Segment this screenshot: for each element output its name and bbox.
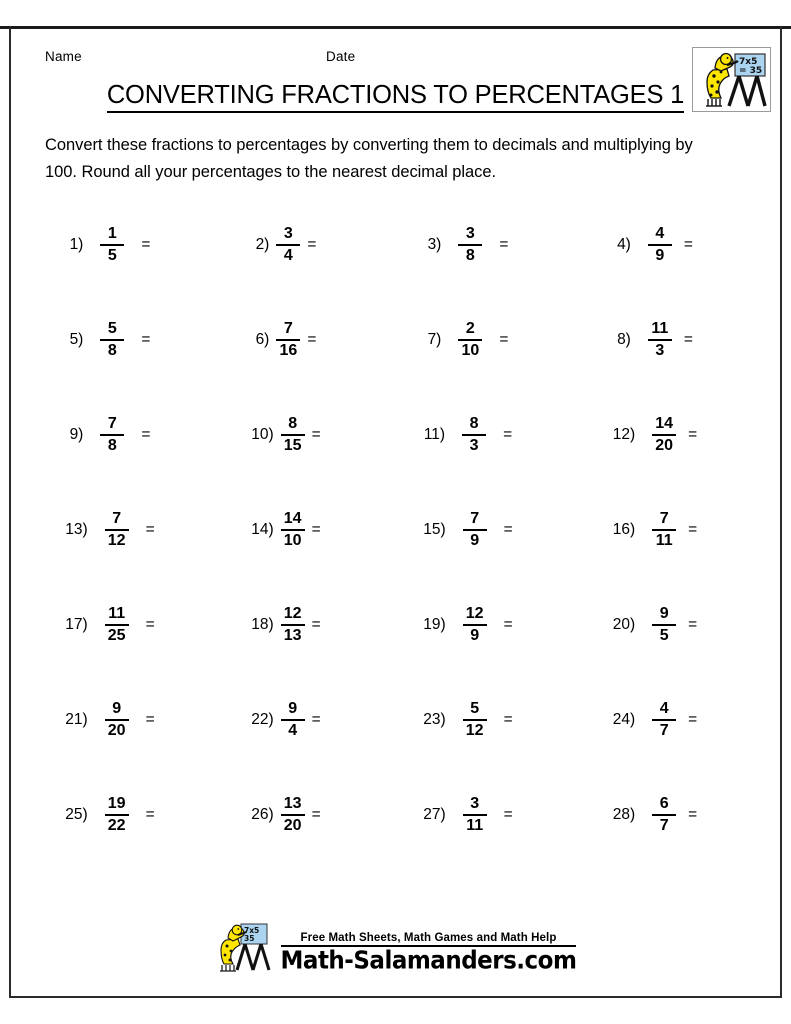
fraction [458,321,482,360]
equals-sign: = [503,426,513,444]
problem-item [215,207,391,283]
fraction-numerator: 4 [655,224,665,242]
problem-number: 18) [251,616,274,634]
answer-blank[interactable] [316,329,350,351]
fraction-bar [105,814,129,816]
page-border-right [780,26,782,998]
answer-blank[interactable] [697,614,731,636]
equals-sign: = [141,426,151,444]
footer [11,922,780,974]
answer-blank[interactable] [697,519,731,541]
fraction [462,416,486,455]
problem-number: 2) [255,236,270,254]
fraction-bar [458,339,482,341]
fraction-denominator: 8 [107,342,117,359]
problem-item [391,302,579,378]
fraction-denominator: 5 [659,627,669,644]
fraction-bar [281,719,305,721]
fraction-denominator: 20 [283,817,302,834]
fraction-bar [281,814,305,816]
equals-sign: = [307,236,317,254]
equals-sign: = [141,331,151,349]
problem-item [39,587,215,663]
problem-item [579,682,765,758]
fraction-bar [462,434,486,436]
page-border-bottom [9,996,782,998]
fraction-denominator: 7 [659,817,669,834]
fraction [105,701,129,740]
equals-sign: = [688,426,698,444]
problem-item [39,682,215,758]
problem-item [579,587,765,663]
problem-item [215,682,391,758]
fraction-bar [463,624,487,626]
fraction-denominator: 9 [655,247,665,264]
problem-number: 22) [251,711,274,729]
answer-blank[interactable] [513,804,547,826]
fraction-numerator: 5 [107,319,117,337]
fraction-bar [648,339,672,341]
problem-number: 9) [69,426,84,444]
problem-number: 17) [65,616,88,634]
fraction-denominator: 22 [107,817,126,834]
answer-blank[interactable] [321,614,355,636]
problem-item [391,207,579,283]
fraction-denominator: 4 [283,247,293,264]
problem-number: 5) [69,331,84,349]
answer-blank[interactable] [316,234,350,256]
problem-number: 23) [423,711,446,729]
fraction-bar [276,339,300,341]
equals-sign: = [503,711,513,729]
fraction-denominator: 10 [283,532,302,549]
fraction-numerator: 9 [659,604,669,622]
answer-blank[interactable] [155,519,189,541]
problem-number: 26) [251,806,274,824]
fraction-bar [652,814,676,816]
answer-blank[interactable] [150,424,184,446]
answer-blank[interactable] [513,519,547,541]
answer-blank[interactable] [697,424,731,446]
fraction [652,511,676,550]
fraction [100,226,124,265]
name-label: Name [45,49,82,64]
problem-item [39,207,215,283]
problem-item [579,492,765,568]
fraction [463,606,487,645]
fraction [100,321,124,360]
problem-number: 4) [617,236,631,254]
answer-blank[interactable] [697,804,731,826]
fraction-denominator: 25 [107,627,126,644]
fraction [276,321,300,360]
answer-blank[interactable] [150,234,184,256]
fraction [281,796,305,835]
problem-row [11,397,780,492]
fraction [105,796,129,835]
answer-blank[interactable] [693,329,727,351]
answer-blank[interactable] [321,519,355,541]
fraction-bar [652,719,676,721]
fraction-numerator: 3 [283,224,293,242]
equals-sign: = [688,806,698,824]
problem-number: 3) [427,236,442,254]
equals-sign: = [145,616,155,634]
problem-item [579,397,765,473]
fraction-denominator: 20 [655,437,674,454]
problem-number: 6) [255,331,270,349]
problem-item [39,302,215,378]
fraction-denominator: 8 [107,437,117,454]
footer-giraffe-icon [215,922,277,974]
problem-number: 15) [423,521,446,539]
problem-number: 19) [423,616,446,634]
fraction-bar [100,339,124,341]
svg-text:35: 35 [243,934,254,943]
fraction-numerator: 7 [470,509,480,527]
fraction-denominator: 9 [470,532,480,549]
fraction-numerator: 6 [659,794,669,812]
equals-sign: = [503,806,513,824]
fraction-denominator: 11 [466,817,484,834]
fraction-bar [463,814,487,816]
fraction [281,606,305,645]
fraction [458,226,482,265]
equals-sign: = [145,521,155,539]
fraction [652,416,676,455]
problem-item [579,302,765,378]
page-title-wrap [11,81,780,113]
equals-sign: = [311,711,321,729]
fraction-bar [100,434,124,436]
problem-item [391,682,579,758]
footer-tagline: Free Math Sheets, Math Games and Math Help [300,932,557,944]
fraction-numerator: 14 [283,509,302,527]
problem-number: 28) [612,806,636,824]
problem-number: 10) [251,426,274,444]
fraction-numerator: 7 [107,414,117,432]
problem-number: 11) [423,426,446,444]
fraction [652,796,676,835]
equals-sign: = [499,236,509,254]
fraction [463,796,487,835]
fraction [281,511,305,550]
equals-sign: = [503,616,513,634]
equals-sign: = [145,806,155,824]
answer-blank[interactable] [513,614,547,636]
problem-number: 8) [617,331,631,349]
equals-sign: = [503,521,513,539]
fraction-numerator: 19 [107,794,126,812]
equals-sign: = [311,426,321,444]
equals-sign: = [688,711,698,729]
header-logo [692,47,771,112]
problem-number: 16) [612,521,636,539]
problem-item [39,492,215,568]
fraction-numerator: 7 [283,319,293,337]
fraction [105,511,129,550]
problem-row [11,682,780,777]
svg-text:7x5: 7x5 [243,926,259,935]
answer-blank[interactable] [155,614,189,636]
worksheet-sheet [11,29,780,996]
fraction-bar [276,244,300,246]
problem-number: 7) [427,331,442,349]
fraction-numerator: 2 [465,319,475,337]
fraction-denominator: 3 [655,342,665,359]
problem-number: 1) [69,236,84,254]
problem-item [215,777,391,853]
equals-sign: = [688,521,698,539]
fraction-numerator: 1 [107,224,117,242]
fraction-denominator: 20 [107,722,126,739]
fraction-numerator: 11 [108,604,126,622]
fraction-bar [105,529,129,531]
problem-row [11,302,780,397]
fraction-numerator: 8 [288,414,298,432]
problem-number: 24) [612,711,636,729]
fraction-denominator: 7 [659,722,669,739]
giraffe-icon [693,48,770,111]
problem-number: 14) [251,521,274,539]
equals-sign: = [499,331,509,349]
fraction-bar [100,244,124,246]
problem-row [11,207,780,302]
fraction-bar [281,529,305,531]
answer-blank[interactable] [697,709,731,731]
fraction-numerator: 3 [470,794,480,812]
fraction-bar [463,719,487,721]
fraction-numerator: 14 [655,414,674,432]
answer-blank[interactable] [508,329,542,351]
problem-number: 21) [65,711,88,729]
equals-sign: = [311,616,321,634]
fraction [281,416,305,455]
fraction-denominator: 5 [107,247,117,264]
fraction-numerator: 8 [469,414,479,432]
equals-sign: = [145,711,155,729]
answer-blank[interactable] [508,234,542,256]
fraction [100,416,124,455]
fraction [652,606,676,645]
problem-row [11,492,780,587]
fraction-bar [105,719,129,721]
fraction [463,701,487,740]
answer-blank[interactable] [321,709,355,731]
fraction-denominator: 4 [288,722,298,739]
answer-blank[interactable] [155,804,189,826]
fraction-bar [652,624,676,626]
problem-item [215,302,391,378]
fraction-numerator: 7 [659,509,669,527]
answer-blank[interactable] [150,329,184,351]
fraction-numerator: 9 [112,699,122,717]
problem-number: 27) [423,806,446,824]
fraction-denominator: 11 [655,532,673,549]
fraction-bar [281,624,305,626]
problem-number: 13) [65,521,88,539]
fraction [105,606,129,645]
answer-blank[interactable] [693,234,727,256]
problem-item [215,397,391,473]
fraction-numerator: 4 [659,699,669,717]
instructions-text: Convert these fractions to percentages by converting them to decimals and multiplying by 100. Round all your percentages to the nearest decimal place. [45,136,693,181]
problem-item [391,587,579,663]
answer-blank[interactable] [321,424,355,446]
problem-item [391,492,579,568]
fraction-denominator: 10 [461,342,480,359]
fraction-bar [652,529,676,531]
fraction-bar [648,244,672,246]
fraction-denominator: 3 [469,437,479,454]
fraction-denominator: 8 [465,247,475,264]
page-title: CONVERTING FRACTIONS TO PERCENTAGES 1 [107,81,684,113]
fraction-denominator: 15 [283,437,302,454]
equals-sign: = [311,806,321,824]
fraction [648,321,672,360]
fraction-bar [105,624,129,626]
fraction [281,701,305,740]
fraction-numerator: 7 [112,509,122,527]
fraction-denominator: 16 [279,342,298,359]
problem-number: 25) [65,806,88,824]
fraction-numerator: 5 [470,699,480,717]
equals-sign: = [307,331,317,349]
footer-url[interactable]: Math-Salamanders.com [280,946,577,976]
fraction-denominator: 12 [465,722,484,739]
fraction-denominator: 12 [107,532,126,549]
problem-item [579,207,765,283]
fraction-bar [281,434,305,436]
problem-item [215,492,391,568]
problem-item [215,587,391,663]
svg-text:7x5: 7x5 [739,57,758,67]
fraction-numerator: 12 [283,604,302,622]
answer-blank[interactable] [155,709,189,731]
fraction-bar [652,434,676,436]
fraction [648,226,672,265]
problem-number: 12) [612,426,636,444]
name-date-row [11,49,780,69]
equals-sign: = [311,521,321,539]
fraction [463,511,487,550]
fraction-bar [458,244,482,246]
fraction-numerator: 9 [288,699,298,717]
equals-sign: = [683,331,693,349]
problem-item [39,397,215,473]
fraction [652,701,676,740]
answer-blank[interactable] [321,804,355,826]
problem-row [11,777,780,872]
svg-text:= 35: = 35 [739,66,763,76]
answer-blank[interactable] [512,424,546,446]
problem-number: 20) [612,616,636,634]
equals-sign: = [141,236,151,254]
fraction-numerator: 12 [465,604,484,622]
problem-item [391,777,579,853]
fraction [276,226,300,265]
fraction-denominator: 9 [470,627,480,644]
equals-sign: = [683,236,693,254]
equals-sign: = [688,616,698,634]
fraction-numerator: 3 [465,224,475,242]
problem-grid [11,207,780,872]
fraction-bar [463,529,487,531]
answer-blank[interactable] [513,709,547,731]
fraction-numerator: 13 [283,794,302,812]
problem-row [11,587,780,682]
problem-item [579,777,765,853]
problem-item [39,777,215,853]
fraction-denominator: 13 [283,627,302,644]
date-label: Date [326,49,356,64]
problem-item [391,397,579,473]
fraction-numerator: 11 [651,319,669,337]
